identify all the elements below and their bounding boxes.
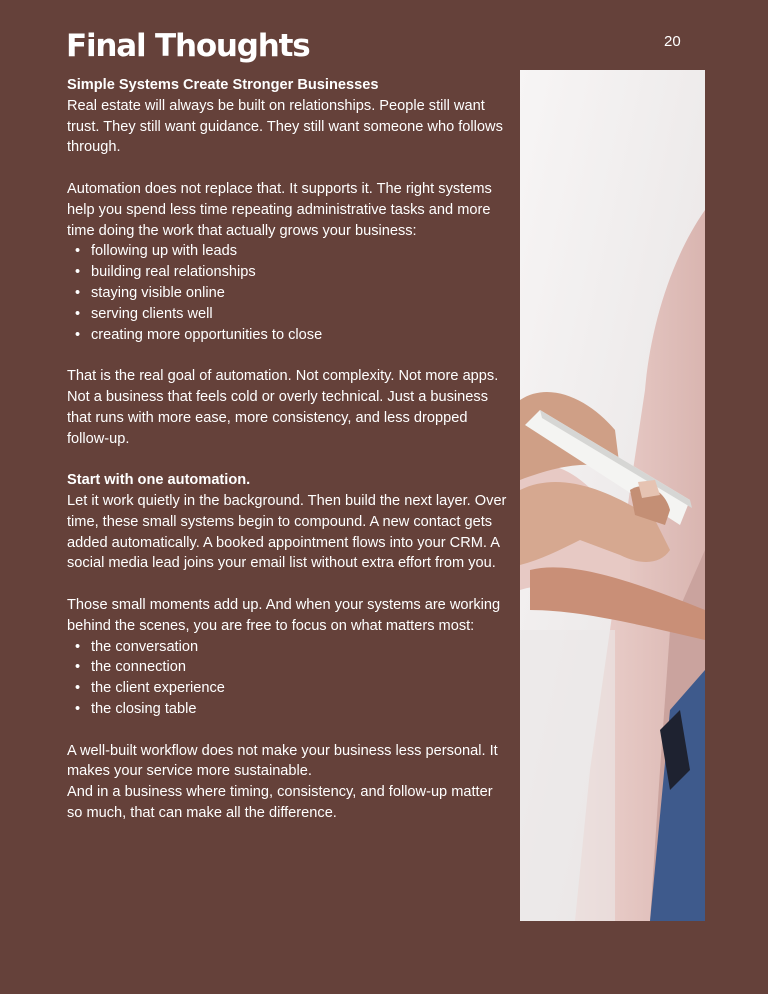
page-title: Final Thoughts	[66, 28, 310, 64]
paragraph: A well-built workflow does not make your business less personal. It makes your service more sustainable.	[67, 742, 498, 780]
list-item: • the connection	[75, 657, 507, 678]
list-item: • the conversation	[75, 637, 507, 658]
list-item: • the closing table	[75, 699, 507, 720]
paragraph: Those small moments add up. And when your systems are working behind the scenes, you are free to focus on what matters most:	[67, 596, 501, 634]
body-text	[67, 75, 507, 824]
list-item: • staying visible online	[75, 283, 507, 304]
paragraph-gap	[67, 720, 507, 741]
paragraph: Real estate will always be built on relationships. People still want trust. They still want guidance. They still want someone who follows through.	[67, 97, 503, 156]
paragraph: And in a business where timing, consistency, and follow-up matter so much, that can make all the difference.	[67, 784, 493, 821]
section-heading-simple-systems: Simple Systems Create Stronger Businesses	[67, 77, 379, 93]
paragraph: That is the real goal of automation. Not complexity. Not more apps. Not a business that feels cold or overly technical. Just a business that runs with more ease, more consistency, and less dropped follow-up.	[67, 368, 499, 447]
section-heading-start-with-one: Start with one automation.	[67, 472, 251, 489]
paragraph-gap	[67, 449, 507, 470]
paragraph: Let it work quietly in the background. Then build the next layer. Over time, these small systems begin to compound. A new contact gets added automatically. A booked appointment flows into your CRM. A social media lead joins your email list without extra effort from you.	[67, 492, 507, 572]
page-number: 20	[664, 33, 681, 50]
bullet-list-what-matters	[67, 637, 507, 720]
paragraph-gap	[67, 158, 507, 179]
list-item: • serving clients well	[75, 304, 507, 325]
list-item: • following up with leads	[75, 241, 507, 262]
paragraph: Automation does not replace that. It supports it. The right systems help you spend less time repeating administrative tasks and more time doing the work that actually grows your business:	[67, 180, 492, 239]
phone-photo-illustration	[520, 70, 705, 921]
list-item: • creating more opportunities to close	[75, 325, 507, 346]
paragraph-gap	[67, 574, 507, 595]
paragraph-gap	[67, 345, 507, 366]
list-item: • building real relationships	[75, 262, 507, 283]
bullet-list-business-activities	[67, 241, 507, 345]
photo-person-holding-phone	[520, 70, 705, 921]
list-item: • the client experience	[75, 678, 507, 699]
